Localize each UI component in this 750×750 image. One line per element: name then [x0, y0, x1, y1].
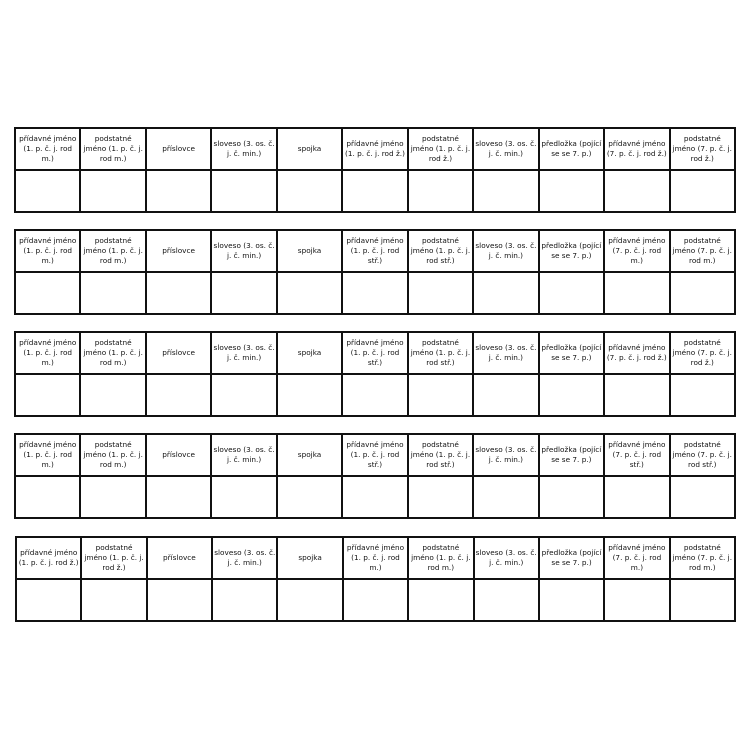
answer-cell[interactable] [342, 272, 407, 314]
header-cell: přídavné jméno (1. p. č. j. rod m.) [15, 128, 80, 170]
answer-cell[interactable] [408, 170, 473, 212]
answer-cell[interactable] [670, 476, 735, 518]
header-cell: spojka [277, 230, 342, 272]
answer-cell[interactable] [474, 579, 539, 621]
header-cell: přídavné jméno (1. p. č. j. rod ž.) [342, 128, 407, 170]
answer-cell[interactable] [473, 272, 538, 314]
header-cell: sloveso (3. os. č. j. č. min.) [211, 332, 276, 374]
header-row [15, 230, 735, 272]
answer-cell[interactable] [80, 272, 145, 314]
header-cell: sloveso (3. os. č. j. č. min.) [473, 332, 538, 374]
header-row [16, 537, 735, 579]
header-cell: přídavné jméno (1. p. č. j. rod m.) [15, 434, 80, 476]
header-row [15, 434, 735, 476]
header-cell: podstatné jméno (1. p. č. j. rod m.) [80, 434, 145, 476]
header-cell: podstatné jméno (1. p. č. j. rod m.) [408, 537, 473, 579]
word-table-2 [14, 229, 736, 315]
answer-cell[interactable] [211, 374, 276, 416]
answer-cell[interactable] [147, 579, 212, 621]
answer-cell[interactable] [16, 579, 81, 621]
answer-cell[interactable] [408, 374, 473, 416]
answer-cell[interactable] [211, 170, 276, 212]
answer-row [15, 476, 735, 518]
header-cell: příslovce [146, 230, 211, 272]
answer-cell[interactable] [146, 476, 211, 518]
word-table-4 [14, 433, 736, 519]
header-cell: podstatné jméno (7. p. č. j. rod m.) [670, 537, 735, 579]
answer-cell[interactable] [277, 170, 342, 212]
answer-cell[interactable] [277, 579, 342, 621]
answer-cell[interactable] [80, 374, 145, 416]
header-cell: příslovce [147, 537, 212, 579]
answer-cell[interactable] [539, 170, 604, 212]
header-cell: předložka (pojící se se 7. p.) [539, 128, 604, 170]
answer-row [15, 374, 735, 416]
answer-cell[interactable] [277, 374, 342, 416]
header-cell: přídavné jméno (7. p. č. j. rod m.) [604, 230, 669, 272]
header-row [15, 332, 735, 374]
header-cell: sloveso (3. os. č. j. č. min.) [211, 434, 276, 476]
header-cell: sloveso (3. os. č. j. č. min.) [211, 230, 276, 272]
answer-cell[interactable] [539, 476, 604, 518]
answer-cell[interactable] [15, 374, 80, 416]
answer-cell[interactable] [473, 374, 538, 416]
header-cell: podstatné jméno (1. p. č. j. rod m.) [80, 128, 145, 170]
answer-cell[interactable] [342, 476, 407, 518]
header-cell: předložka (pojící se se 7. p.) [539, 230, 604, 272]
answer-cell[interactable] [80, 170, 145, 212]
header-cell: podstatné jméno (1. p. č. j. rod ž.) [408, 128, 473, 170]
header-cell: přídavné jméno (7. p. č. j. rod m.) [604, 537, 669, 579]
header-cell: spojka [277, 332, 342, 374]
answer-cell[interactable] [408, 272, 473, 314]
header-cell: příslovce [146, 128, 211, 170]
answer-cell[interactable] [670, 272, 735, 314]
header-cell: předložka (pojící se se 7. p.) [539, 332, 604, 374]
header-cell: přídavné jméno (1. p. č. j. rod stř.) [342, 332, 407, 374]
header-cell: přídavné jméno (1. p. č. j. rod stř.) [342, 230, 407, 272]
header-cell: sloveso (3. os. č. j. č. min.) [211, 128, 276, 170]
header-cell: přídavné jméno (1. p. č. j. rod ž.) [16, 537, 81, 579]
answer-cell[interactable] [212, 579, 277, 621]
header-cell: spojka [277, 128, 342, 170]
answer-cell[interactable] [15, 170, 80, 212]
answer-cell[interactable] [408, 579, 473, 621]
answer-cell[interactable] [604, 579, 669, 621]
answer-cell[interactable] [670, 374, 735, 416]
header-row [15, 128, 735, 170]
answer-cell[interactable] [473, 170, 538, 212]
header-cell: podstatné jméno (1. p. č. j. rod stř.) [408, 332, 473, 374]
answer-cell[interactable] [15, 272, 80, 314]
answer-cell[interactable] [408, 476, 473, 518]
header-cell: přídavné jméno (1. p. č. j. rod m.) [343, 537, 408, 579]
answer-cell[interactable] [146, 374, 211, 416]
answer-cell[interactable] [343, 579, 408, 621]
header-cell: podstatné jméno (1. p. č. j. rod ž.) [81, 537, 146, 579]
answer-cell[interactable] [81, 579, 146, 621]
answer-cell[interactable] [80, 476, 145, 518]
header-cell: podstatné jméno (1. p. č. j. rod stř.) [408, 434, 473, 476]
header-cell: přídavné jméno (1. p. č. j. rod m.) [15, 332, 80, 374]
header-cell: sloveso (3. os. č. j. č. min.) [473, 128, 538, 170]
header-cell: podstatné jméno (7. p. č. j. rod m.) [670, 230, 735, 272]
header-cell: přídavné jméno (1. p. č. j. rod m.) [15, 230, 80, 272]
answer-cell[interactable] [211, 272, 276, 314]
word-table-3 [14, 331, 736, 417]
answer-cell[interactable] [15, 476, 80, 518]
answer-row [16, 579, 735, 621]
answer-row [15, 170, 735, 212]
answer-cell[interactable] [670, 579, 735, 621]
answer-cell[interactable] [604, 476, 669, 518]
header-cell: příslovce [146, 434, 211, 476]
answer-cell[interactable] [604, 272, 669, 314]
header-cell: podstatné jméno (1. p. č. j. rod m.) [80, 230, 145, 272]
header-cell: sloveso (3. os. č. j. č. min.) [473, 230, 538, 272]
answer-cell[interactable] [670, 170, 735, 212]
answer-cell[interactable] [146, 272, 211, 314]
header-cell: podstatné jméno (7. p. č. j. rod stř.) [670, 434, 735, 476]
answer-cell[interactable] [342, 170, 407, 212]
header-cell: spojka [277, 434, 342, 476]
header-cell: sloveso (3. os. č. j. č. min.) [474, 537, 539, 579]
header-cell: podstatné jméno (1. p. č. j. rod m.) [80, 332, 145, 374]
answer-cell[interactable] [277, 272, 342, 314]
answer-cell[interactable] [539, 272, 604, 314]
answer-cell[interactable] [539, 579, 604, 621]
answer-cell[interactable] [539, 374, 604, 416]
answer-cell[interactable] [604, 170, 669, 212]
word-table-1 [14, 127, 736, 213]
header-cell: sloveso (3. os. č. j. č. min.) [473, 434, 538, 476]
header-cell: spojka [277, 537, 342, 579]
header-cell: předložka (pojící se se 7. p.) [539, 537, 604, 579]
answer-cell[interactable] [342, 374, 407, 416]
answer-cell[interactable] [277, 476, 342, 518]
header-cell: přídavné jméno (7. p. č. j. rod ž.) [604, 128, 669, 170]
header-cell: podstatné jméno (1. p. č. j. rod stř.) [408, 230, 473, 272]
answer-cell[interactable] [211, 476, 276, 518]
answer-cell[interactable] [146, 170, 211, 212]
header-cell: podstatné jméno (7. p. č. j. rod ž.) [670, 128, 735, 170]
header-cell: přídavné jméno (7. p. č. j. rod stř.) [604, 434, 669, 476]
header-cell: přídavné jméno (1. p. č. j. rod stř.) [342, 434, 407, 476]
header-cell: příslovce [146, 332, 211, 374]
header-cell: přídavné jméno (7. p. č. j. rod ž.) [604, 332, 669, 374]
answer-cell[interactable] [473, 476, 538, 518]
header-cell: sloveso (3. os. č. j. č. min.) [212, 537, 277, 579]
word-table-5 [15, 536, 736, 622]
answer-row [15, 272, 735, 314]
header-cell: předložka (pojící se se 7. p.) [539, 434, 604, 476]
answer-cell[interactable] [604, 374, 669, 416]
header-cell: podstatné jméno (7. p. č. j. rod ž.) [670, 332, 735, 374]
